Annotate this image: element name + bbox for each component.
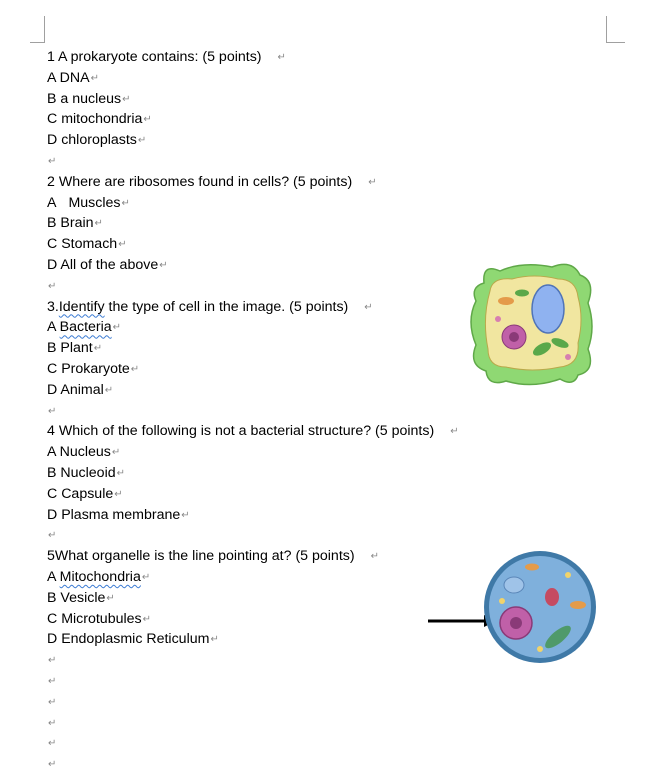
vesicle — [565, 354, 571, 360]
nucleolus — [510, 617, 522, 629]
question-2-option-c: C Stomach↵ — [47, 236, 127, 253]
vesicle — [537, 646, 543, 652]
question-5-option-b: B Vesicle↵ — [47, 589, 115, 606]
crop-mark-top-right — [606, 16, 625, 43]
blank-line: ↵ — [48, 738, 57, 750]
question-5-option-a: A Mitochondria↵ — [47, 568, 151, 585]
question-3-option-c: C Prokaryote↵ — [47, 360, 140, 377]
plant-cell-image[interactable] — [462, 253, 598, 389]
question-4-prompt: 4 Which of the following is not a bacterial structure? (5 points) ↵ — [47, 423, 459, 440]
vesicle — [495, 316, 501, 322]
question-3-option-a: A Bacteria↵ — [47, 319, 122, 336]
question-1-prompt: 1 A prokaryote contains: (5 points) ↵ — [47, 49, 286, 65]
blank-line: ↵ — [48, 696, 57, 708]
question-5-option-d: D Endoplasmic Reticulum↵ — [47, 631, 219, 648]
blank-line: ↵ — [48, 675, 57, 687]
mitochondrion — [570, 601, 586, 609]
blank-line: ↵ — [48, 530, 57, 542]
vacuole — [532, 285, 564, 333]
question-4-option-d: D Plasma membrane↵ — [47, 506, 190, 523]
question-3-prompt: 3.Identify the type of cell in the image. (5 points) ↵ — [47, 298, 373, 315]
animal-cell-image[interactable] — [428, 545, 598, 665]
question-5-prompt: 5What organelle is the line pointing at? (5 points) ↵ — [47, 548, 379, 565]
chloroplast — [515, 290, 529, 297]
question-2-option-b: B Brain↵ — [47, 215, 103, 232]
question-3-option-b: B Plant↵ — [47, 340, 103, 357]
question-1-option-b: B a nucleus↵ — [47, 90, 131, 107]
crop-mark-top-left — [30, 16, 45, 43]
question-5-option-c: C Microtubules↵ — [47, 610, 152, 627]
blank-line: ↵ — [48, 280, 57, 292]
question-1-option-d: D chloroplasts↵ — [47, 132, 147, 149]
lysosome — [545, 588, 559, 606]
question-4-option-b: B Nucleoid↵ — [47, 464, 126, 481]
document-body[interactable] — [47, 47, 607, 775]
blank-line: ↵ — [48, 405, 57, 417]
vesicle — [504, 577, 524, 593]
blank-line: ↵ — [48, 759, 57, 771]
question-2-option-a: A Muscles↵ — [47, 194, 130, 211]
nucleolus — [509, 332, 519, 342]
question-2-prompt: 2 Where are ribosomes found in cells? (5 points) ↵ — [47, 173, 377, 190]
blank-line: ↵ — [48, 655, 57, 667]
mitochondrion — [498, 297, 514, 305]
question-4-option-c: C Capsule↵ — [47, 485, 123, 502]
question-1-option-c: C mitochondria↵ — [47, 111, 152, 128]
question-3-option-d: D Animal↵ — [47, 381, 114, 398]
mitochondrion — [525, 564, 539, 571]
question-1-option-a: A DNA↵ — [47, 69, 99, 86]
question-4-option-a: A Nucleus↵ — [47, 444, 121, 461]
vesicle — [499, 598, 505, 604]
question-2-option-d: D All of the above↵ — [47, 256, 168, 273]
blank-line: ↵ — [48, 717, 57, 729]
vesicle — [565, 572, 571, 578]
blank-line: ↵ — [48, 155, 57, 167]
